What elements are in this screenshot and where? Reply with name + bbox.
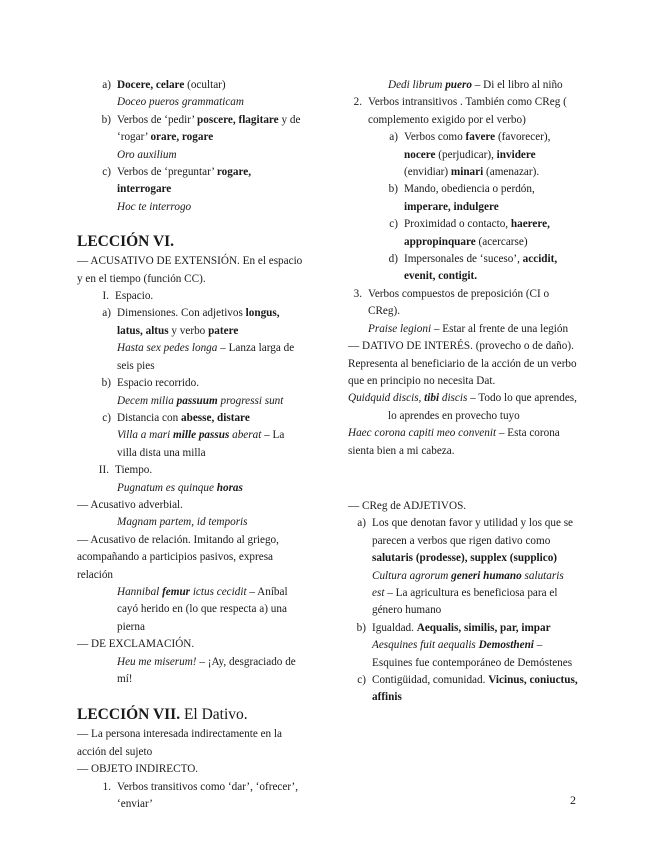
entry-text bbox=[348, 392, 577, 421]
plain-text: — Acusativo de relación. Imitando al griego, acompañando a participios pasivos, expresa relación bbox=[77, 533, 279, 581]
bold-term: longus, latus, altus bbox=[117, 307, 280, 337]
bold-latin-term: generi humano bbox=[451, 569, 522, 582]
bold-latin-term: puero bbox=[445, 79, 472, 91]
plain-text: Proximidad o contacto, bbox=[404, 218, 511, 231]
entry-text bbox=[117, 342, 294, 371]
lesson7-entry bbox=[77, 726, 304, 761]
entry-text bbox=[368, 96, 567, 125]
entry-text bbox=[372, 517, 573, 564]
latin-example: Doceo pueros grammaticam bbox=[117, 96, 244, 109]
entry-text bbox=[117, 656, 296, 685]
latin-example: discis bbox=[439, 392, 468, 405]
entry-text bbox=[348, 500, 466, 512]
plain-text: Mando, obediencia o perdón, bbox=[404, 183, 535, 196]
entry-text bbox=[77, 534, 279, 581]
dative-entry bbox=[348, 286, 578, 321]
entry-text bbox=[404, 253, 557, 282]
list-marker: a) bbox=[102, 79, 111, 91]
plain-text: — Acusativo adverbial. bbox=[77, 498, 183, 511]
entry-text bbox=[348, 340, 577, 387]
bold-latin-term: passuum bbox=[176, 394, 218, 407]
bold-term: accidit, evenit, contigit. bbox=[404, 253, 558, 283]
plain-text: – Esquines fue contemporáneo de Demóstenes bbox=[372, 639, 573, 669]
bold-term: poscere, flagitare bbox=[197, 113, 279, 126]
plain-text: – Aníbal cayó herido en (lo que respecta a) una pierna bbox=[117, 585, 288, 633]
latin-example: aberat bbox=[229, 429, 262, 442]
lesson6-entry bbox=[77, 654, 304, 689]
intro-entry bbox=[77, 94, 304, 111]
list-marker: b) bbox=[356, 621, 366, 634]
lesson6-entry bbox=[77, 410, 304, 427]
lesson6-entry bbox=[77, 340, 304, 375]
entry-text bbox=[117, 166, 251, 195]
entry-text bbox=[388, 79, 563, 91]
latin-example: Haec corona capiti meo convenit bbox=[348, 427, 497, 440]
dative-entry bbox=[348, 77, 578, 94]
entry-text bbox=[348, 427, 560, 456]
plain-text: – Di el libro al niño bbox=[471, 79, 563, 91]
list-marker: 3. bbox=[353, 287, 362, 300]
entry-text bbox=[117, 516, 248, 528]
entry-text bbox=[404, 218, 550, 247]
plain-text: Verbos de ‘preguntar’ bbox=[117, 166, 217, 179]
lesson6-entry bbox=[77, 636, 304, 653]
plain-text: – La villa dista una milla bbox=[117, 429, 285, 459]
entry-text bbox=[368, 288, 549, 317]
plain-text: Verbos transitivos como ‘dar’, ‘ofrecer’, ‘enviar’ bbox=[117, 780, 299, 811]
bold-term: imperare, indulgere bbox=[404, 200, 499, 213]
dative-entry bbox=[348, 129, 578, 181]
adjective-entry bbox=[348, 672, 578, 707]
plain-text: Verbos compuestos de preposición (CI o CReg). bbox=[368, 287, 550, 318]
lesson6-entry bbox=[77, 253, 304, 288]
entry-text bbox=[117, 149, 177, 161]
list-marker: a) bbox=[102, 307, 111, 320]
list-marker: a) bbox=[357, 517, 366, 530]
page-number: 2 bbox=[570, 793, 576, 807]
list-marker: I. bbox=[102, 290, 109, 303]
latin-example: Magnam partem, id temporis bbox=[117, 516, 248, 529]
latin-example: Praise legioni bbox=[368, 322, 432, 335]
plain-text: (favorecer), bbox=[495, 131, 551, 144]
bold-latin-term: Demostheni bbox=[478, 639, 534, 652]
adjective-entry bbox=[348, 498, 578, 515]
plain-text: — OBJETO INDIRECTO. bbox=[77, 763, 199, 776]
entry-text bbox=[117, 114, 300, 143]
dative-entry bbox=[348, 251, 578, 286]
entry-text bbox=[117, 79, 226, 91]
list-marker: 2. bbox=[353, 96, 362, 109]
entry-text bbox=[372, 639, 572, 668]
latin-example: Decem milia bbox=[117, 394, 177, 407]
plain-text: (amenazar). bbox=[483, 166, 540, 179]
dative-entry bbox=[348, 321, 578, 338]
entry-text bbox=[368, 323, 568, 335]
latin-example: Oro auxilium bbox=[117, 148, 177, 161]
lesson7-entry bbox=[77, 779, 304, 814]
latin-example: Pugnatum es quinque bbox=[117, 481, 217, 494]
list-marker: II. bbox=[98, 464, 109, 477]
latin-example: Quidquid discis, bbox=[348, 392, 425, 405]
lesson6-entry bbox=[77, 462, 304, 479]
list-marker: c) bbox=[389, 218, 398, 231]
lesson6-entry bbox=[77, 427, 304, 462]
latin-example: Aesquines fuit aequalis bbox=[372, 639, 479, 652]
bold-term: abesse, distare bbox=[181, 411, 250, 424]
entry-text bbox=[77, 499, 183, 511]
plain-text: – Todo lo que aprendes, lo aprendes en provecho tuyo bbox=[388, 392, 577, 422]
bold-term: orare, rogare bbox=[150, 131, 214, 144]
intro-entry bbox=[77, 77, 304, 94]
lesson-7-list bbox=[77, 726, 304, 813]
latin-example: Hoc te interrogo bbox=[117, 200, 192, 213]
entry-text bbox=[117, 586, 288, 633]
plain-text: Tiempo. bbox=[115, 464, 153, 477]
plain-text: Verbos de ‘pedir’ bbox=[117, 113, 198, 126]
latin-example: Villa a mari bbox=[117, 429, 174, 442]
plain-text: Igualdad. bbox=[372, 621, 417, 634]
plain-text: – ¡Ay, desgraciado de mí! bbox=[117, 655, 296, 685]
latin-example: Cultura agrorum bbox=[372, 569, 452, 582]
dative-entry bbox=[348, 425, 578, 460]
list-marker: c) bbox=[357, 674, 366, 686]
lesson6-entry bbox=[77, 480, 304, 497]
plain-text: – Esta corona sienta bien a mi cabeza. bbox=[348, 427, 560, 457]
entry-text bbox=[77, 728, 282, 757]
intro-entry bbox=[77, 112, 304, 147]
entry-text bbox=[115, 290, 153, 302]
bold-term: rogare, interrogare bbox=[117, 166, 251, 196]
list-marker: b) bbox=[388, 183, 398, 196]
bold-term: haerere, appropinquare bbox=[404, 218, 550, 248]
latin-example: Hasta sex pedes longa bbox=[117, 342, 218, 355]
adjectives-list bbox=[348, 498, 578, 707]
lesson-6-list bbox=[77, 253, 304, 688]
intro-entry bbox=[77, 147, 304, 164]
bold-latin-term: femur bbox=[162, 585, 191, 598]
bold-term: nocere bbox=[404, 148, 436, 161]
plain-text: — La persona interesada indirectamente en la acción del sujeto bbox=[77, 728, 283, 758]
lesson-7-title: LECCIÓN VII. El Dativo. bbox=[77, 706, 248, 724]
lesson6-entry bbox=[77, 497, 304, 514]
lesson6-entry bbox=[77, 288, 304, 305]
plain-text: — DATIVO DE INTERÉS. (provecho o de daño). Representa al beneficiario de la acción de un verbo que en principio no necesita Dat. bbox=[348, 340, 577, 387]
list-marker: 1. bbox=[102, 780, 111, 793]
entry-text bbox=[117, 429, 284, 458]
dative-entry bbox=[348, 181, 578, 216]
plain-text: – Estar al frente de una legión bbox=[431, 322, 569, 335]
entry-text bbox=[117, 482, 243, 494]
plain-text: Espacio. bbox=[115, 290, 154, 303]
plain-text: (envidiar) bbox=[404, 166, 451, 179]
bold-term: Aequalis, similis, par, impar bbox=[416, 621, 551, 634]
list-marker: c) bbox=[102, 411, 111, 424]
list-marker: b) bbox=[101, 377, 111, 390]
bold-term: Docere, celare bbox=[117, 79, 185, 91]
lesson-6-title: LECCIÓN VI. bbox=[77, 233, 175, 251]
plain-text: — CReg de ADJETIVOS. bbox=[348, 499, 467, 512]
list-marker: a) bbox=[389, 131, 398, 144]
plain-text: (acercarse) bbox=[475, 235, 528, 248]
entry-text bbox=[404, 131, 550, 178]
adjective-entry bbox=[348, 515, 578, 567]
bold-term: patere bbox=[208, 324, 239, 337]
intro-entry bbox=[77, 164, 304, 199]
bold-term: invidere bbox=[496, 148, 536, 161]
bold-term: Vicinus, coniuctus, affinis bbox=[372, 674, 578, 704]
plain-text: Distancia con bbox=[117, 411, 181, 424]
spacer bbox=[348, 460, 578, 498]
plain-text: Espacio recorrido. bbox=[117, 377, 200, 390]
left-column bbox=[77, 77, 304, 813]
lesson6-entry bbox=[77, 532, 304, 584]
plain-text: – Lanza larga de seis pies bbox=[117, 342, 295, 372]
latin-example: Hannibal bbox=[117, 585, 163, 598]
plain-text: Los que denotan favor y utilidad y los que se parecen a verbos que rigen dativo como bbox=[372, 517, 574, 547]
dative-entry bbox=[348, 338, 578, 390]
entry-text bbox=[77, 255, 302, 284]
plain-text: Contigüidad, comunidad. bbox=[372, 674, 489, 686]
lesson6-entry bbox=[77, 305, 304, 340]
list-marker: c) bbox=[102, 166, 111, 179]
latin-example: salutaris est bbox=[372, 569, 564, 599]
dative-entry bbox=[348, 94, 578, 129]
right-column bbox=[348, 77, 578, 707]
plain-text: y de ‘rogar’ bbox=[117, 113, 301, 144]
dative-entry bbox=[348, 216, 578, 251]
entry-text bbox=[117, 307, 280, 336]
left-intro-list bbox=[77, 77, 304, 216]
entry-text bbox=[117, 96, 244, 108]
plain-text: Verbos como bbox=[404, 131, 466, 144]
lesson6-entry bbox=[77, 393, 304, 410]
lesson6-entry bbox=[77, 514, 304, 531]
plain-text: Dimensiones. Con adjetivos bbox=[117, 307, 246, 320]
bold-term: salutaris (prodesse), supplex (supplico) bbox=[372, 552, 558, 565]
plain-text: — ACUSATIVO DE EXTENSIÓN. En el espacio y en el tiempo (función CC). bbox=[77, 255, 303, 285]
entry-text bbox=[115, 464, 152, 476]
bold-latin-term: mille passus bbox=[173, 429, 230, 442]
list-marker: b) bbox=[101, 113, 111, 126]
adjective-entry bbox=[348, 620, 578, 637]
bold-term: minari bbox=[450, 166, 484, 179]
dative-entry bbox=[348, 390, 578, 425]
lesson6-entry bbox=[77, 584, 304, 636]
intro-entry bbox=[77, 199, 304, 216]
right-intro-list bbox=[348, 77, 578, 460]
latin-example: Heu me miserum! bbox=[117, 655, 197, 668]
list-marker: d) bbox=[388, 253, 398, 266]
plain-text: (perjudicar), bbox=[435, 148, 497, 161]
entry-text bbox=[372, 570, 564, 617]
plain-text: y verbo bbox=[168, 324, 209, 337]
entry-text bbox=[117, 201, 191, 213]
plain-text: Verbos intransitivos . También como CReg ( complemento exigido por el verbo) bbox=[368, 96, 567, 126]
plain-text: — DE EXCLAMACIÓN. bbox=[77, 638, 195, 651]
latin-example: ictus cecidit bbox=[190, 585, 247, 598]
latin-example: progressi sunt bbox=[217, 394, 284, 407]
entry-text bbox=[372, 674, 578, 703]
lesson7-entry bbox=[77, 761, 304, 778]
entry-text bbox=[117, 377, 199, 389]
entry-text bbox=[77, 763, 198, 775]
entry-text bbox=[404, 183, 535, 212]
adjective-entry bbox=[348, 568, 578, 620]
plain-text: (ocultar) bbox=[184, 79, 226, 91]
adjective-entry bbox=[348, 637, 578, 672]
latin-example: Dedi librum bbox=[388, 79, 446, 91]
entry-text bbox=[117, 781, 298, 810]
bold-latin-term: tibi bbox=[424, 392, 440, 405]
entry-text bbox=[77, 638, 194, 650]
entry-text bbox=[372, 622, 551, 634]
entry-text bbox=[117, 395, 283, 407]
plain-text: – La agricultura es beneficiosa para el género humano bbox=[372, 586, 558, 617]
bold-term: favere bbox=[465, 131, 496, 144]
bold-latin-term: horas bbox=[216, 481, 243, 494]
lesson6-entry bbox=[77, 375, 304, 392]
entry-text bbox=[117, 412, 250, 424]
plain-text: Impersonales de ‘suceso’, bbox=[404, 253, 523, 266]
